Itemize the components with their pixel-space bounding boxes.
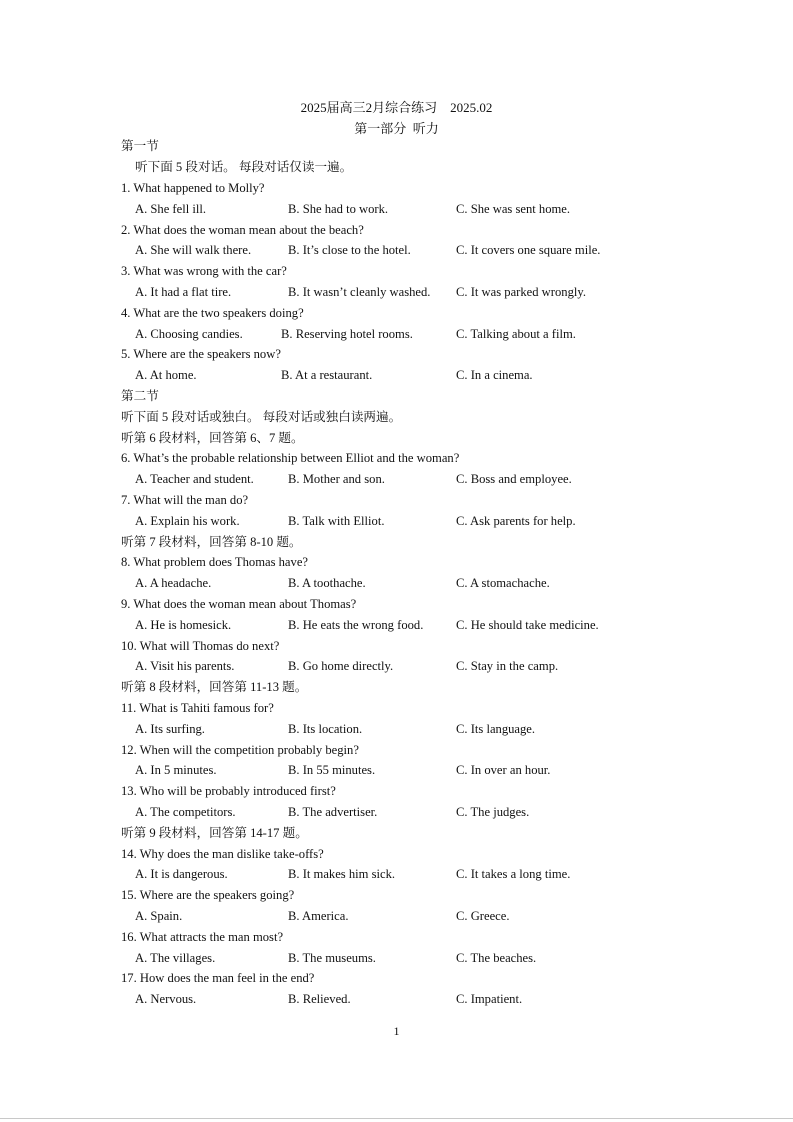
question-13: 13. Who will be probably introduced first? [121, 784, 336, 798]
option-5a: A. At home. [135, 368, 197, 382]
option-9c: C. He should take medicine. [456, 618, 599, 632]
option-13c: C. The judges. [456, 805, 530, 819]
option-3a: A. It had a flat tire. [135, 285, 232, 299]
option-10a: A. Visit his parents. [135, 659, 235, 673]
option-9b: B. He eats the wrong food. [288, 618, 424, 632]
option-12c: C. In over an hour. [456, 763, 551, 777]
option-16a: A. The villages. [135, 951, 216, 965]
question-11: 11. What is Tahiti famous for? [121, 701, 274, 715]
option-2b: B. It’s close to the hotel. [288, 243, 411, 257]
option-14c: C. It takes a long time. [456, 867, 571, 881]
option-4c: C. Talking about a film. [456, 327, 576, 341]
question-3: 3. What was wrong with the car? [121, 264, 287, 278]
option-15a: A. Spain. [135, 909, 183, 923]
section2-heading: 第二节 [121, 389, 159, 403]
section2-instruction: 听下面 5 段对话或独白。 每段对话或独白读两遍。 [121, 410, 402, 424]
option-13a: A. The competitors. [135, 805, 236, 819]
option-6a: A. Teacher and student. [135, 472, 254, 486]
option-17b: B. Relieved. [288, 992, 351, 1006]
question-4: 4. What are the two speakers doing? [121, 306, 304, 320]
question-5: 5. Where are the speakers now? [121, 347, 281, 361]
option-10b: B. Go home directly. [288, 659, 394, 673]
option-9a: A. He is homesick. [135, 618, 232, 632]
option-1a: A. She fell ill. [135, 202, 207, 216]
question-12: 12. When will the competition probably begin? [121, 743, 359, 757]
page-number: 1 [393, 1024, 400, 1038]
option-17c: C. Impatient. [456, 992, 523, 1006]
group-8-label: 听第 8 段材料，回答第 11-13 题。 [121, 680, 308, 694]
question-1: 1. What happened to Molly? [121, 181, 265, 195]
section1-instruction: 听下面 5 段对话。 每段对话仅读一遍。 [135, 160, 353, 174]
document-title: 2025届高三2月综合练习 2025.02 [300, 100, 493, 115]
question-6: 6. What’s the probable relationship between Elliot and the woman? [121, 451, 460, 465]
option-11b: B. Its location. [288, 722, 363, 736]
option-6b: B. Mother and son. [288, 472, 385, 486]
option-8c: C. A stomachache. [456, 576, 550, 590]
question-16: 16. What attracts the man most? [121, 930, 284, 944]
option-7b: B. Talk with Elliot. [288, 514, 385, 528]
option-13b: B. The advertiser. [288, 805, 378, 819]
option-14b: B. It makes him sick. [288, 867, 396, 881]
option-8b: B. A toothache. [288, 576, 366, 590]
option-11a: A. Its surfing. [135, 722, 205, 736]
option-16c: C. The beaches. [456, 951, 537, 965]
question-2: 2. What does the woman mean about the beach? [121, 223, 364, 237]
group-7-label: 听第 7 段材料，回答第 8-10 题。 [121, 535, 302, 549]
option-7c: C. Ask parents for help. [456, 514, 576, 528]
section1-heading: 第一节 [121, 139, 159, 153]
option-3c: C. It was parked wrongly. [456, 285, 586, 299]
part-title: 第一部分 听力 [354, 121, 439, 136]
option-4a: A. Choosing candies. [135, 327, 243, 341]
option-2a: A. She will walk there. [135, 243, 252, 257]
option-7a: A. Explain his work. [135, 514, 240, 528]
group-9-label: 听第 9 段材料，回答第 14-17 题。 [121, 826, 308, 840]
option-15c: C. Greece. [456, 909, 510, 923]
option-5c: C. In a cinema. [456, 368, 533, 382]
option-5b: B. At a restaurant. [281, 368, 373, 382]
option-1c: C. She was sent home. [456, 202, 571, 216]
option-2c: C. It covers one square mile. [456, 243, 601, 257]
question-15: 15. Where are the speakers going? [121, 888, 295, 902]
bottom-divider [0, 1118, 793, 1119]
question-7: 7. What will the man do? [121, 493, 249, 507]
option-8a: A. A headache. [135, 576, 212, 590]
option-15b: B. America. [288, 909, 349, 923]
question-8: 8. What problem does Thomas have? [121, 555, 308, 569]
option-4b: B. Reserving hotel rooms. [281, 327, 413, 341]
option-1b: B. She had to work. [288, 202, 389, 216]
group-6-label: 听第 6 段材料，回答第 6、7 题。 [121, 431, 304, 445]
question-17: 17. How does the man feel in the end? [121, 971, 315, 985]
question-10: 10. What will Thomas do next? [121, 639, 280, 653]
option-3b: B. It wasn’t cleanly washed. [288, 285, 431, 299]
option-12a: A. In 5 minutes. [135, 763, 217, 777]
option-11c: C. Its language. [456, 722, 536, 736]
option-17a: A. Nervous. [135, 992, 197, 1006]
question-14: 14. Why does the man dislike take-offs? [121, 847, 324, 861]
option-10c: C. Stay in the camp. [456, 659, 559, 673]
option-6c: C. Boss and employee. [456, 472, 572, 486]
option-14a: A. It is dangerous. [135, 867, 228, 881]
option-16b: B. The museums. [288, 951, 376, 965]
option-12b: B. In 55 minutes. [288, 763, 376, 777]
question-9: 9. What does the woman mean about Thomas? [121, 597, 357, 611]
